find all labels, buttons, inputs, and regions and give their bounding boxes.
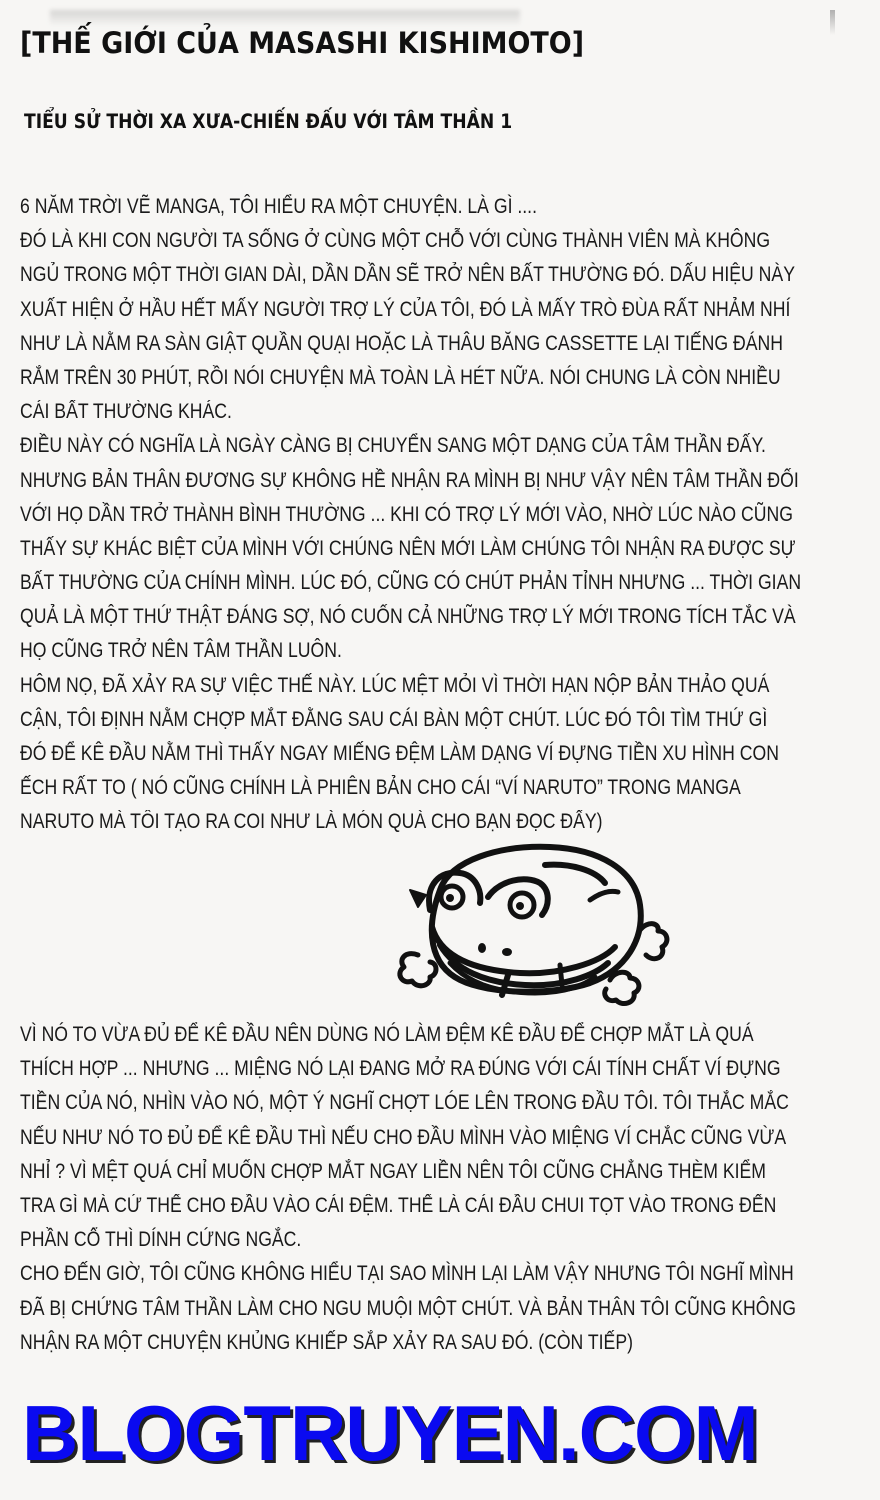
page-corner-shadow — [830, 10, 835, 35]
text-line: NHƯNG BẢN THÂN ĐƯƠNG SỰ KHÔNG HỀ NHẬN RA MÌNH BỊ NHƯ VẬY NÊN TÂM THẦN ĐỐI — [20, 468, 799, 492]
text-line: CHO ĐẾN GIỜ, TÔI CŨNG KHÔNG HIỂU TẠI SAO MÌNH LẠI LÀM VẬY NHƯNG TÔI NGHĨ MÌNH — [20, 1262, 794, 1286]
text-line: TRA GÌ MÀ CỨ THẾ CHO ĐẦU VÀO CÁI ĐỆM. THẾ LÀ CÁI ĐẦU CHUI TỌT VÀO TRONG ĐẾN — [20, 1193, 777, 1217]
text-line: QUẢ LÀ MỘT THỨ THẬT ĐÁNG SỢ, NÓ CUỐN CẢ NHỮNG TRỢ LÝ MỚI TRONG TÍCH TẮC VÀ — [20, 605, 796, 629]
text-line: NGỦ TRONG MỘT THỜI GIAN DÀI, DẦN DẦN SẼ TRỞ NÊN BẤT THƯỜNG ĐÓ. DẤU HIỆU NÀY — [20, 263, 795, 287]
page-subtitle: TIỂU SỬ THỜI XA XƯA-CHIẾN ĐẤU VỚI TÂM THẦN 1 — [24, 110, 513, 133]
body-text-part-1 — [20, 190, 868, 840]
site-watermark: BLOGTRUYEN.COM — [22, 1389, 758, 1477]
text-line: NẾU NHƯ NÓ TO ĐỦ ĐỂ KÊ ĐẦU THÌ NẾU CHO ĐẦU MÌNH VÀO MIỆNG VÍ CHẮC CŨNG VỪA — [20, 1125, 787, 1149]
text-line: BẤT THƯỜNG CỦA CHÍNH MÌNH. LÚC ĐÓ, CŨNG CÓ CHÚT PHẢN TỈNH NHƯNG ... THỜI GIAN — [20, 571, 802, 595]
text-line: NARUTO MÀ TÔI TẠO RA COI NHƯ LÀ MÓN QUÀ CHO BẠN ĐỌC ĐẤY) — [20, 810, 603, 834]
text-line: ĐIỀU NÀY CÓ NGHĨA LÀ NGÀY CÀNG BỊ CHUYỂN SANG MỘT DẠNG CỦA TÂM THẦN ĐẤY. — [20, 434, 766, 458]
text-line: NHỈ ? VÌ MỆT QUÁ CHỈ MUỐN CHỢP MẮT NGAY LIỀN NÊN TÔI CŨNG CHẲNG THÈM KIỂM — [20, 1159, 766, 1183]
text-line: CÁI BẤT THƯỜNG KHÁC. — [20, 400, 232, 424]
text-line: ĐÃ BỊ CHỨNG TÂM THẦN LÀM CHO NGU MUỘI MỘT CHÚT. VÀ BẢN THÂN TÔI CŨNG KHÔNG — [20, 1296, 796, 1320]
frog-coin-purse-icon — [390, 835, 680, 1010]
text-line: 6 NĂM TRỜI VẼ MANGA, TÔI HIỂU RA MỘT CHUYỆN. LÀ GÌ .... — [20, 195, 537, 218]
text-line: THẤY SỰ KHÁC BIỆT CỦA MÌNH VỚI CHÚNG NÊN MỚI LÀM CHÚNG TÔI NHẬN RA ĐƯỢC SỰ — [20, 536, 796, 560]
text-line: RẮM TRÊN 30 PHÚT, RỒI NÓI CHUYỆN MÀ TOÀN LÀ HÉT NỮA. NÓI CHUNG LÀ CÒN NHIỀU — [20, 365, 781, 389]
text-line: THÍCH HỢP ... NHƯNG ... MIỆNG NÓ LẠI ĐANG MỞ RA ĐÚNG VỚI CÁI TÍNH CHẤT VÍ ĐỰNG — [20, 1057, 781, 1081]
text-line: PHẦN CỔ THÌ DÍNH CỨNG NGẮC. — [20, 1228, 302, 1252]
text-line: VỚI HỌ DẦN TRỞ THÀNH BÌNH THƯỜNG ... KHI CÓ TRỢ LÝ MỚI VÀO, NHỜ LÚC NÀO CŨNG — [20, 502, 793, 526]
text-line: HỌ CŨNG TRỞ NÊN TÂM THẦN LUÔN. — [20, 639, 342, 663]
text-line: XUẤT HIỆN Ở HẦU HẾT MẤY NGƯỜI TRỢ LÝ CỦA TÔI, ĐÓ LÀ MẤY TRÒ ĐÙA RẤT NHẢM NHÍ — [20, 297, 791, 321]
page-title: [THẾ GIỚI CỦA MASASHI KISHIMOTO] — [20, 26, 585, 60]
text-line: ĐÓ LÀ KHI CON NGƯỜI TA SỐNG Ở CÙNG MỘT CHỖ VỚI CÙNG THÀNH VIÊN MÀ KHÔNG — [20, 229, 771, 253]
text-line: ĐÓ ĐỂ KÊ ĐẦU NẰM THÌ THẤY NGAY MIẾNG ĐỆM LÀM DẠNG VÍ ĐỰNG TIỀN XU HÌNH CON — [20, 742, 780, 765]
page-top-shadow — [50, 10, 520, 26]
text-line: NHẬN RA MỘT CHUYỆN KHỦNG KHIẾP SẮP XẢY RA SAU ĐÓ. (CÒN TIẾP) — [20, 1330, 633, 1354]
text-line: TIỀN CỦA NÓ, NHÌN VÀO NÓ, MỘT Ý NGHĨ CHỢT LÓE LÊN TRONG ĐẦU TÔI. TÔI THẮC MẮC — [20, 1091, 789, 1115]
body-text-part-2 — [20, 1018, 868, 1360]
text-line: VÌ NÓ TO VỪA ĐỦ ĐỂ KÊ ĐẦU NÊN DÙNG NÓ LÀM ĐỆM KÊ ĐẦU ĐỂ CHỢP MẮT LÀ QUÁ — [20, 1023, 754, 1046]
text-line: NHƯ LÀ NẰM RA SÀN GIẬT QUẦN QUẠI HOẶC LÀ THÂU BĂNG CASSETTE LẠI TIẾNG ĐÁNH — [20, 331, 783, 355]
text-line: HÔM NỌ, ĐÃ XẢY RA SỰ VIỆC THẾ NÀY. LÚC MỆT MỎI VÌ THỜI HẠN NỘP BẢN THẢO QUÁ — [20, 673, 770, 697]
text-line: ẾCH RẤT TO ( NÓ CŨNG CHÍNH LÀ PHIÊN BẢN CHO CÁI “VÍ NARUTO” TRONG MANGA — [20, 776, 741, 800]
text-line: CẬN, TÔI ĐỊNH NẰM CHỢP MẮT ĐẰNG SAU CÁI BÀN MỘT CHÚT. LÚC ĐÓ TÔI TÌM THỨ GÌ — [20, 707, 768, 731]
